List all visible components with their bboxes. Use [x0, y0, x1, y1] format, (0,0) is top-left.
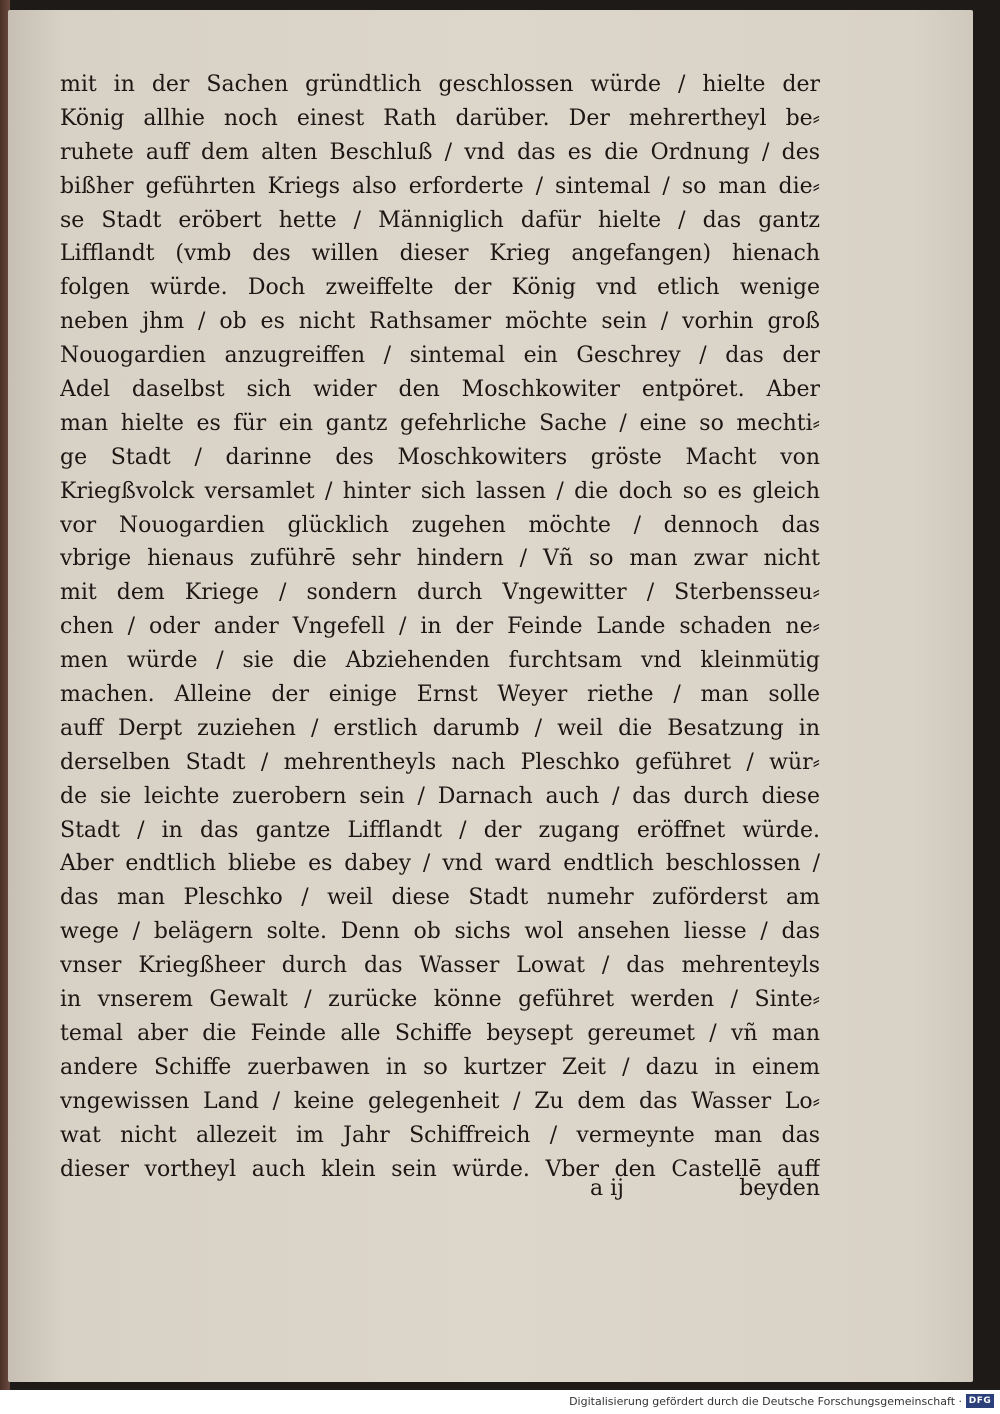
- text-line: machen. Alleine der einige Ernst Weyer riethe / man solle: [60, 682, 820, 708]
- text-line: men würde / sie die Abziehenden furchtsam vnd kleinmütig: [60, 648, 820, 674]
- dfg-logo: DFG: [966, 1394, 994, 1408]
- text-line: folgen würde. Doch zweiffelte der König vnd etlich wenige: [60, 275, 820, 301]
- text-line: vnser Kriegßheer durch das Wasser Lowat / das mehrenteyls: [60, 953, 820, 979]
- text-line: ge Stadt / darinne des Moschkowiters gröste Macht von: [60, 444, 820, 470]
- text-line: neben jhm / ob es nicht Rathsamer möchte sein / vorhin groß: [60, 309, 820, 335]
- funding-credit: Digitalisierung gefördert durch die Deutsche Forschungsgemeinschaft ·: [569, 1395, 962, 1408]
- catchword: beyden: [739, 1176, 820, 1201]
- text-line: bißher geführten Kriegs also erforderte / sintemal / so man die⸗: [60, 173, 820, 199]
- text-line: Adel daselbst sich wider den Moschkowiter entpöret. Aber: [60, 377, 820, 403]
- text-line: Nouogardien anzugreiffen / sintemal ein Geschrey / das der: [60, 343, 820, 369]
- signature-mark: a ij: [590, 1176, 624, 1201]
- text-line: Stadt / in das gantze Lifflandt / der zugang eröffnet würde.: [60, 817, 820, 843]
- text-line: auff Derpt zuziehen / erstlich darumb / weil die Besatzung in: [60, 715, 820, 741]
- text-line: de sie leichte zuerobern sein / Darnach auch / das durch diese: [60, 783, 820, 809]
- text-line: temal aber die Feinde alle Schiffe beysept gereumet / vñ man: [60, 1020, 820, 1046]
- text-line: König allhie noch einest Rath darüber. Der mehrertheyl be⸗: [60, 105, 820, 131]
- text-line: vngewissen Land / keine gelegenheit / Zu dem das Wasser Lo⸗: [60, 1088, 820, 1114]
- text-line: wege / belägern solte. Denn ob sichs wol ansehen liesse / das: [60, 919, 820, 945]
- footer-bar: [0, 1390, 1000, 1414]
- text-line: vor Nouogardien glücklich zugehen möchte / dennoch das: [60, 512, 820, 538]
- text-line: dieser vortheyl auch klein sein würde. Vber den Castellē auff: [60, 1156, 820, 1182]
- text-line: ruhete auff dem alten Beschluß / vnd das es die Ordnung / des: [60, 139, 820, 165]
- text-line: das man Pleschko / weil diese Stadt numehr zuförderst am: [60, 885, 820, 911]
- text-line: derselben Stadt / mehrentheyls nach Pleschko geführet / wür⸗: [60, 749, 820, 775]
- text-line: in vnserem Gewalt / zurücke könne geführet werden / Sinte⸗: [60, 987, 820, 1013]
- text-line: vbrige hienaus zuführē sehr hindern / Vñ so man zwar nicht: [60, 546, 820, 572]
- text-line: Kriegßvolck versamlet / hinter sich lassen / die doch so es gleich: [60, 478, 820, 504]
- text-line: Lifflandt (vmb des willen dieser Krieg angefangen) hienach: [60, 241, 820, 267]
- text-line: andere Schiffe zuerbawen in so kurtzer Zeit / dazu in einem: [60, 1054, 820, 1080]
- text-line: man hielte es für ein gantz gefehrliche Sache / eine so mechti⸗: [60, 410, 820, 436]
- text-line: mit in der Sachen gründtlich geschlossen würde / hielte der: [60, 72, 820, 97]
- page-bottom-line: [60, 1172, 820, 1206]
- text-line: se Stadt eröbert hette / Männiglich dafür hielte / das gantz: [60, 207, 820, 233]
- body-text: [60, 68, 820, 1186]
- text-line: wat nicht allezeit im Jahr Schiffreich / vermeynte man das: [60, 1122, 820, 1148]
- text-line: Aber endtlich bliebe es dabey / vnd ward endtlich beschlossen /: [60, 851, 820, 877]
- text-line: mit dem Kriege / sondern durch Vngewitter / Sterbensseu⸗: [60, 580, 820, 606]
- text-line: chen / oder ander Vngefell / in der Feinde Lande schaden ne⸗: [60, 614, 820, 640]
